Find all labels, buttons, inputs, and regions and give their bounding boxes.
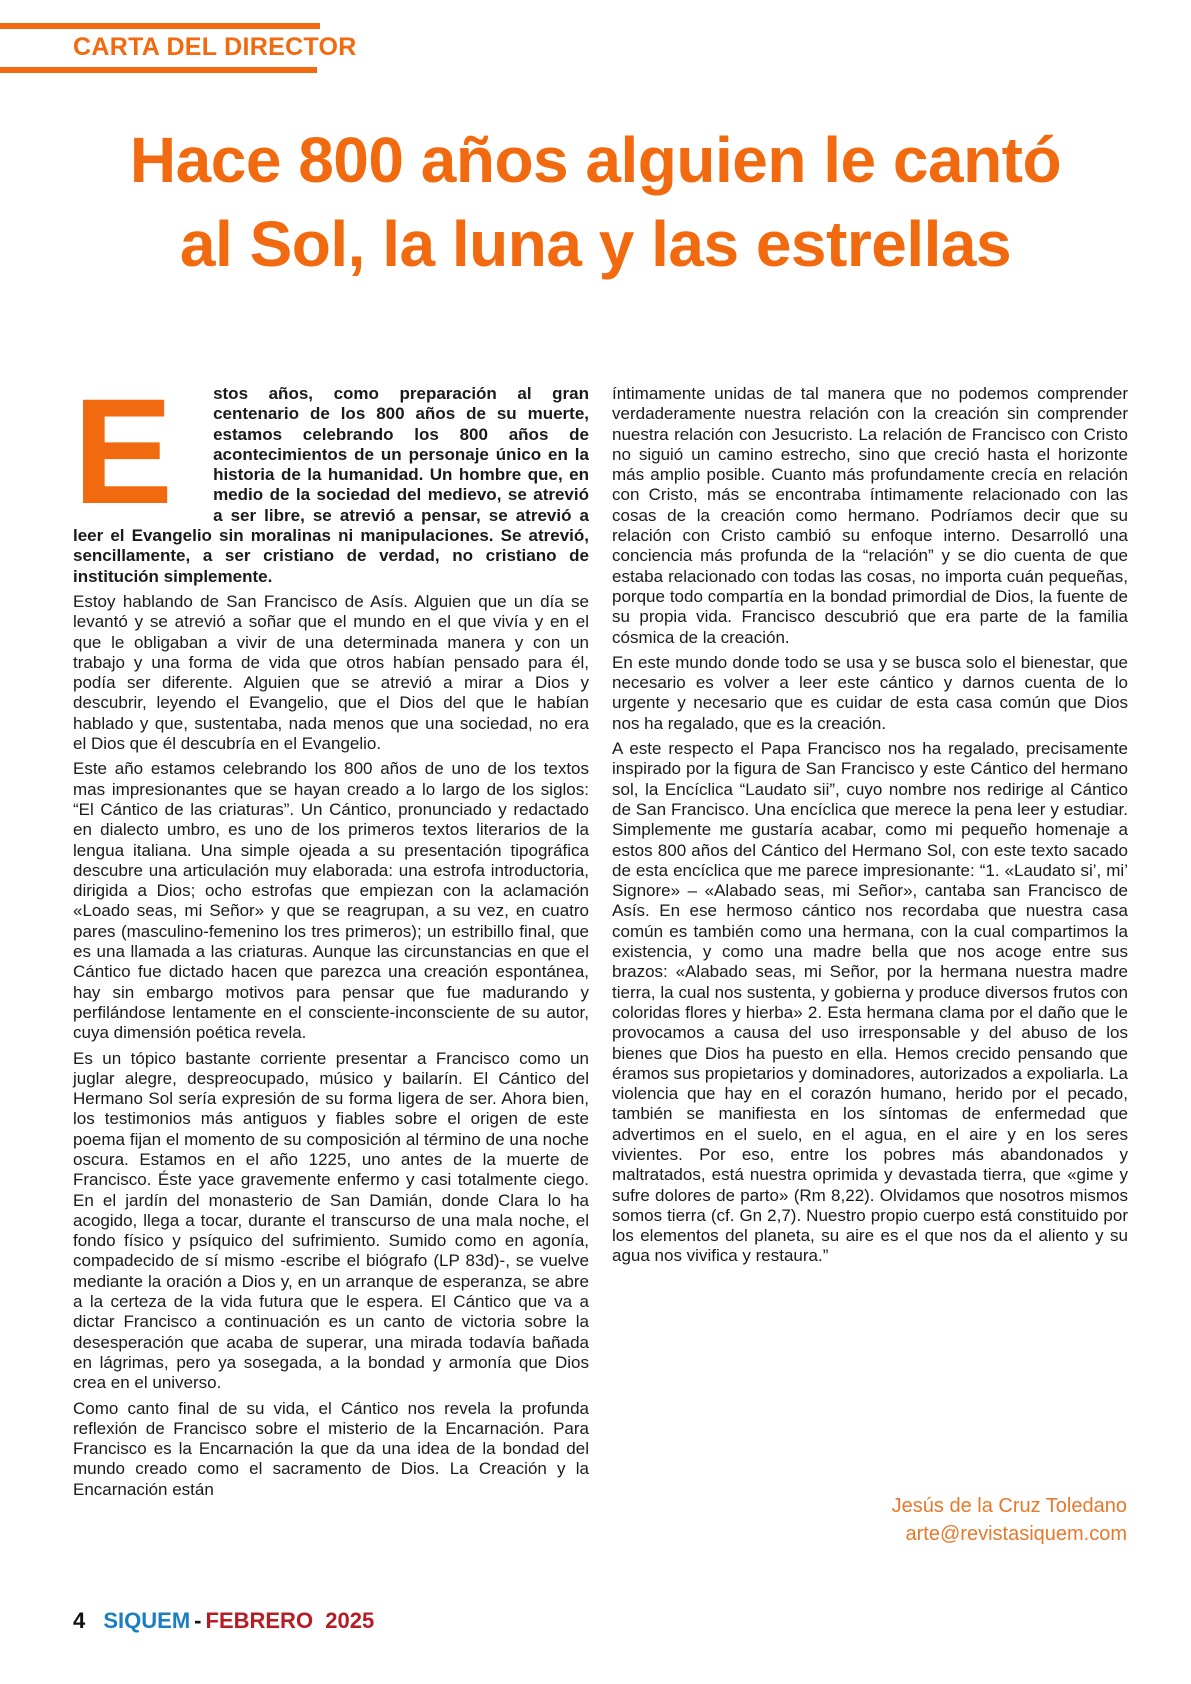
author-email[interactable]: arte@revistasiquem.com (905, 1523, 1127, 1545)
paragraph: Estoy hablando de San Francisco de Asís. Alguien que un día se levantó y se atrevió a soñar que el mundo en el que vivía y en el que le obligaban a vivir de una determinada manera y con un trabajo y una forma de vida que otros habían pensado para él, podía ser diferente. Alguien que se atrevió a mirar a Dios y descubrir, leyendo el Evangelio, que el Dios del que le habían hablado y que, sustentaba, nada menos que una sociedad, no era el Dios que él descubría en el Evangelio. (73, 591, 589, 754)
article-title (0, 118, 1191, 286)
lead-text: stos años, como preparación al gran centenario de los 800 años de su muerte, estamos celebrando los 800 años de acontecimientos de un personaje único en la historia de la humanidad. Un hombre que, en medio de la sociedad del medievo, se atrevió a ser libre, se atrevió a pensar, se atrevió a leer el Evangelio sin moralinas ni manipulaciones. Se atrevió, sencillamente, a ser cristiano de verdad, no cristiano de institución simplemente. (73, 384, 589, 586)
section-label: CARTA DEL DIRECTOR (73, 33, 357, 61)
paragraph: íntimamente unidas de tal manera que no podemos comprender verdaderamente nuestra relación con la creación sin comprender nuestra relación con Jesucristo. La relación de Francisco con Cristo no siguió un camino estrecho, sino que creció hasta el horizonte más amplio posible. Cuanto más profundamente crecía en relación con Cristo, más se encontraba íntimamente relacionado con las cosas de la creación como hermano. Podríamos decir que su relación con Cristo cambió su enfoque interno. Desarrolló una conciencia más profunda de la “relación” y se dio cuenta de que estaba relacionado con todas las cosas, no importa cuán pequeñas, porque todo compartía en la bondad primordial de Dios, la fuente de su propia vida. Francisco descubrió que era parte de la familia cósmica de la creación. (612, 384, 1128, 647)
author-name: Jesús de la Cruz Toledano (891, 1495, 1127, 1517)
lead-paragraph (73, 367, 589, 587)
page-number: 4 (73, 1608, 86, 1633)
left-column (73, 367, 589, 1505)
paragraph: Es un tópico bastante corriente presentar a Francisco como un juglar alegre, despreocupado, músico y bailarín. El Cántico del Hermano Sol sería expresión de su forma ligera de ser. Ahora bien, los testimonios más antiguos y fiables sobre el origen de este poema fijan el momento de su composición al término de una noche oscura. Estamos en el año 1225, uno antes de la muerte de Francisco. Éste yace gravemente enfermo y casi totalmente ciego. En el jardín del monasterio de San Damián, donde Clara lo ha acogido, llega a tocar, durante el transcurso de una mala noche, el fondo físico y psíquico del sufrimiento. Sumido como en agonía, compadecido de sí mismo -escribe el biógrafo (LP 83d)-, se vuelve mediante la oración a Dios y, en un arranque de esperanza, se abre a la certeza de la vida futura que le espera. El Cántico que va a dictar Francisco a continuación es un canto de victoria sobre la desesperación que acaba de superar, una mirada todavía bañada en lágrimas, pero ya sosegada, a la bondad y armonía que Dios crea en el universo. (73, 1048, 589, 1393)
paragraph: Como canto final de su vida, el Cántico nos revela la profunda reflexión de Francisco sobre el misterio de la Encarnación. Para Francisco es la Encarnación la que da una idea de la bondad del mundo creado como el sacramento de Dios. La Creación y la Encarnación están (73, 1398, 589, 1499)
page-footer (73, 1608, 374, 1634)
magazine-name: SIQUEM (103, 1608, 191, 1633)
drop-cap: E (73, 367, 174, 535)
paragraph: A este respecto el Papa Francisco nos ha regalado, precisamente inspirado por la figura de San Francisco y este Cántico del hermano sol, la Encíclica “Laudato sii”, cuyo nombre nos redirige al Cántico de San Francisco. Una encíclica que merece la pena leer y estudiar. Simplemente me gustaría acabar, como mi pequeño homenaje a estos 800 años del Cántico del Hermano Sol, con este texto sacado de esta encíclica que me parece impresionante: “1. «Laudato si’, mi’ Signore» – «Alabado seas, mi Señor», cantaba san Francisco de Asís. En ese hermoso cántico nos recordaba que nuestra casa común es también como una hermana, con la cual compartimos la existencia, y como una madre bella que nos acoge entre sus brazos: «Alabado seas, mi Señor, por la hermana nuestra madre tierra, la cual nos sustenta, y gobierna y produce diversos frutos con coloridas flores y hierba» 2. Esta hermana clama por el daño que le provocamos a causa del uso irresponsable y del abuso de los bienes que Dios ha puesto en ella. Hemos crecido pensando que éramos sus propietarios y dominadores, autorizados a expoliarla. La violencia que hay en el corazón humano, herido por el pecado, también se manifiesta en los síntomas de enfermedad que advertimos en el suelo, en el agua, en el aire y en los seres vivientes. Por eso, entre los pobres más abandonados y maltratados, está nuestra oprimida y devastada tierra, que «gime y sufre dolores de parto» (Rm 8,22). Olvidamos que nosotros mismos somos tierra (cf. Gn 2,7). Nuestro propio cuerpo está constituido por los elementos del planeta, su aire es el que nos da el aliento y su agua nos vivifica y restaura.” (612, 739, 1128, 1266)
section-rule-bottom (0, 67, 317, 73)
section-rule-top (0, 23, 320, 29)
signature (892, 1492, 1127, 1548)
footer-separator: - (194, 1608, 202, 1633)
title-line: Hace 800 años alguien le cantó (129, 124, 1062, 196)
paragraph: Este año estamos celebrando los 800 años de uno de los textos mas impresionantes que se hayan creado a lo largo de los siglos: “El Cántico de las criaturas”. Un Cántico, pronunciado y redactado en dialecto umbro, es uno de los primeros textos literarios de la lengua italiana. Una simple ojeada a su presentación tipográfica descubre una articulación muy elaborada: una estrofa introductoria, dirigida a Dios; ocho estrofas que empiezan con la aclamación «Loado seas, mi Señor» y que se reagrupan, a su vez, en cuatro pares (masculino-femenino los tres primeros); un estribillo final, que es una llamada a las criaturas. Aunque las circunstancias en que el Cántico fue dictado hacen que parezca una creación espontánea, hay sin embargo motivos para pensar que fue madurando y perfilándose lentamente en el consciente-inconsciente de su autor, cuya dimensión poética revela. (73, 759, 589, 1043)
issue-date: FEBRERO 2025 (205, 1608, 375, 1633)
title-line: al Sol, la luna y las estrellas (179, 208, 1012, 280)
paragraph: En este mundo donde todo se usa y se busca solo el bienestar, que necesario es volver a leer este cántico y darnos cuenta de lo urgente y necesario que es cuidar de esta casa común que Dios nos ha regalado, que es la creación. (612, 652, 1128, 733)
right-column (612, 384, 1128, 1272)
